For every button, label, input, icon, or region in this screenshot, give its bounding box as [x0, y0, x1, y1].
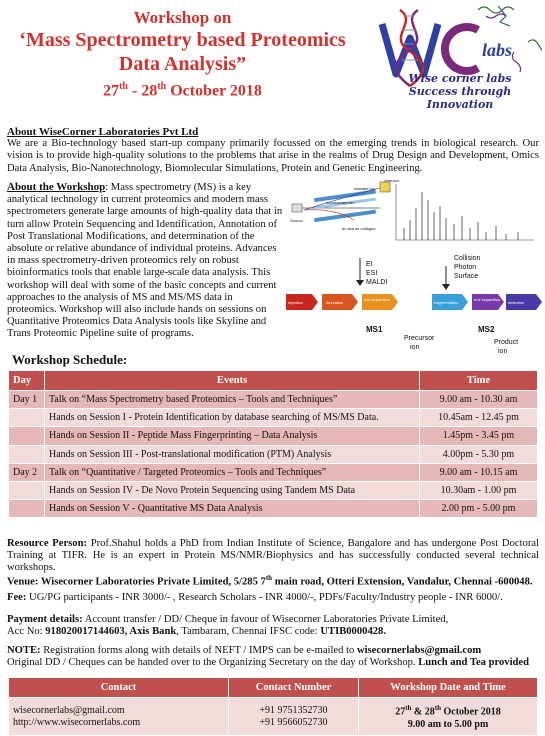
- svg-text:detection: detection: [508, 300, 525, 305]
- table-row: Hands on Session III - Post-translational modification (PTM) Analysis 4.00pm - 5.30 pm: [9, 445, 538, 463]
- ifsc-code: UTIB0000428.: [320, 626, 386, 638]
- about-company-section: [7, 126, 539, 175]
- website-link[interactable]: http://www.wisecornerlabs.com: [13, 716, 141, 728]
- phone-2: +91 9566052730: [259, 716, 328, 728]
- svg-text:fragmentation: fragmentation: [434, 300, 459, 305]
- svg-text:dc and ac voltages: dc and ac voltages: [342, 226, 376, 231]
- table-row: Day 1 Talk on “Mass Spectrometry based Proteomics – Tools and Techniques” 9.00 am - 10.30 am: [9, 391, 538, 409]
- schedule-title: Workshop Schedule:: [12, 352, 128, 367]
- svg-text:Surface: Surface: [454, 273, 479, 280]
- note: NOTE: Registration forms along with details of NEFT / IMPS can be e-mailed to wisecornerlabs@gmail.com Original DD / Cheques can be handed over to the Organizing Secretary on the day of Workshop. Lunch and Tea provided: [7, 645, 530, 669]
- svg-text:ion: ion: [410, 344, 420, 351]
- svg-text:Detector: Detector: [384, 180, 400, 183]
- workshop-title: [0, 8, 365, 102]
- col-contact-number: Contact Number: [229, 678, 359, 698]
- svg-text:ESI: ESI: [366, 270, 378, 277]
- contact-dates: 27th & 28th October 2018: [395, 704, 501, 718]
- svg-text:reactant ion: reactant ion: [354, 186, 375, 191]
- fee: Fee: UG/PG participants - INR 3000/- , Research Scholars - INR 4000/-, PDFs/Faculty/Industry people - INR 6000/.: [7, 592, 503, 603]
- col-contact: Contact: [9, 678, 229, 698]
- contact-time: 9.00 am to 5.00 pm: [407, 718, 489, 730]
- table-row: Day 2 Talk on “Quantitative / Targeted Proteomics – Tools and Techniques” 9.00 am - 10.15 am: [9, 463, 538, 481]
- header: [0, 0, 545, 118]
- svg-text:Injection: Injection: [288, 300, 303, 305]
- table-row: Hands on Session I - Protein Identification by database searching of MS/MS Data. 10.45am - 12.45 pm: [9, 409, 538, 427]
- svg-text:nonreactant ion: nonreactant ion: [326, 200, 354, 205]
- payment-details: Payment details: Account transfer / DD/ Cheque in favour of Wisecorner Laboratories Private Limited, Acc No: 918020017144603, Axis Bank, Tambaram, Chennai IFSC code: UTIB0000428.: [7, 614, 449, 638]
- logo-labs-text: labs: [482, 40, 513, 60]
- ms-workflow-figure: [284, 180, 542, 356]
- svg-text:Source: Source: [290, 218, 303, 223]
- contact-email-link[interactable]: wisecornerlabs@gmail.com: [13, 704, 125, 716]
- schedule-header-row: [9, 371, 538, 391]
- table-row: Hands on Session IV - De Novo Protein Sequencing using Tandem MS Data 10.30am - 1.00 pm: [9, 481, 538, 499]
- svg-text:m/z separation: m/z separation: [364, 297, 391, 302]
- svg-text:ion: ion: [498, 348, 508, 355]
- about-workshop-text: : Mass spectrometry (MS) is a key analytical technology in current proteomics and modern mass spectrometers generate large amounts of high-quality data that in turn allow Protein Sequencing and Identification, Annotation of Post Translational Modifications, and determination of the absolute or relative abundance of individual proteins. Advances in mass spectrometry-driven proteomics rely on robust bioinformatics tools that enable large-scale data analysis. This workshop will deal with some of the basic concepts and current approaches to the analysis of MS and MS/MS data in proteomics. Workshop will also include hands on sessions on Quantitative Proteomics Data Analysis tools like Skyline and Trans Proteomic Pipeline suite of programs.: [7, 182, 283, 340]
- svg-text:MS2: MS2: [478, 325, 495, 334]
- title-line-2: ‘Mass Spectrometry based Proteomics: [19, 29, 346, 51]
- quadrupole-diagram: [290, 180, 400, 231]
- svg-text:Collision: Collision: [454, 255, 481, 262]
- svg-text:MALDI: MALDI: [366, 279, 388, 286]
- svg-text:EI: EI: [366, 261, 373, 268]
- resource-person: Resource Person: Prof.Shahul holds a PhD from Indian Institute of Science, Bangalore and has undergone Post Doctoral Training at TIFR. He is an expert in Protein MS/NMR/Biophysics and has successfully conducted several technical workshops.: [7, 538, 539, 574]
- venue: Venue: Wisecorner Laboratories Private Limited, 5/285 7th main road, Otteri Extension, Vandalur, Chennai -600048.: [7, 574, 533, 588]
- contact-table: [8, 677, 538, 736]
- col-workshop-date: Workshop Date and Time: [359, 678, 538, 698]
- about-workshop-heading: About the Workshop: [7, 181, 106, 193]
- workflow-flow: [286, 294, 542, 310]
- logo-c-letter: [445, 27, 478, 71]
- title-line-1: Workshop on: [133, 8, 232, 27]
- phone-1: +91 9751352730: [259, 704, 328, 716]
- svg-text:Product: Product: [494, 339, 519, 346]
- col-events: Events: [45, 371, 420, 391]
- svg-text:m/z separation: m/z separation: [474, 297, 501, 302]
- about-company-heading: About WiseCorner Laboratories Pvt Ltd: [7, 126, 199, 138]
- protein-structure-icon: [478, 6, 542, 72]
- workshop-dates: 27th - 28th October 2018: [103, 81, 262, 100]
- col-time: Time: [420, 371, 538, 391]
- about-workshop-section: [7, 181, 283, 341]
- col-day: Day: [9, 371, 45, 391]
- title-line-3: Data Analysis”: [118, 53, 247, 75]
- table-row: Hands on Session II - Peptide Mass Fingerprinting – Data Analysis 1.45pm - 3.45 pm: [9, 427, 538, 445]
- schedule-table: [8, 370, 538, 518]
- svg-text:Precursor: Precursor: [404, 335, 435, 342]
- logo-tagline: Wise corner labs Success through Innovation: [408, 72, 512, 111]
- note-email-link[interactable]: wisecornerlabs@gmail.com: [356, 645, 482, 656]
- svg-text:Photon: Photon: [454, 264, 477, 271]
- mass-spectrum-plot: [396, 184, 534, 240]
- table-row: Hands on Session V - Quantitative MS Data Analysis 2.00 pm - 5.00 pm: [9, 500, 538, 518]
- svg-text:MS1: MS1: [366, 325, 383, 334]
- account-number: 918020017144603: [45, 626, 125, 638]
- about-company-text: We are a Bio-technology based start-up company primarily focussed on the emerging trends in biological research. Our vision is to provide high-quality solutions to the problems that arise in the realms of Drug Design and Development, Omics Data Analysis, Bio-Nanotechnology, Biomolecular Simulations, Protein and Genetic Engineering.: [7, 138, 539, 174]
- svg-text:Ionization: Ionization: [326, 300, 344, 305]
